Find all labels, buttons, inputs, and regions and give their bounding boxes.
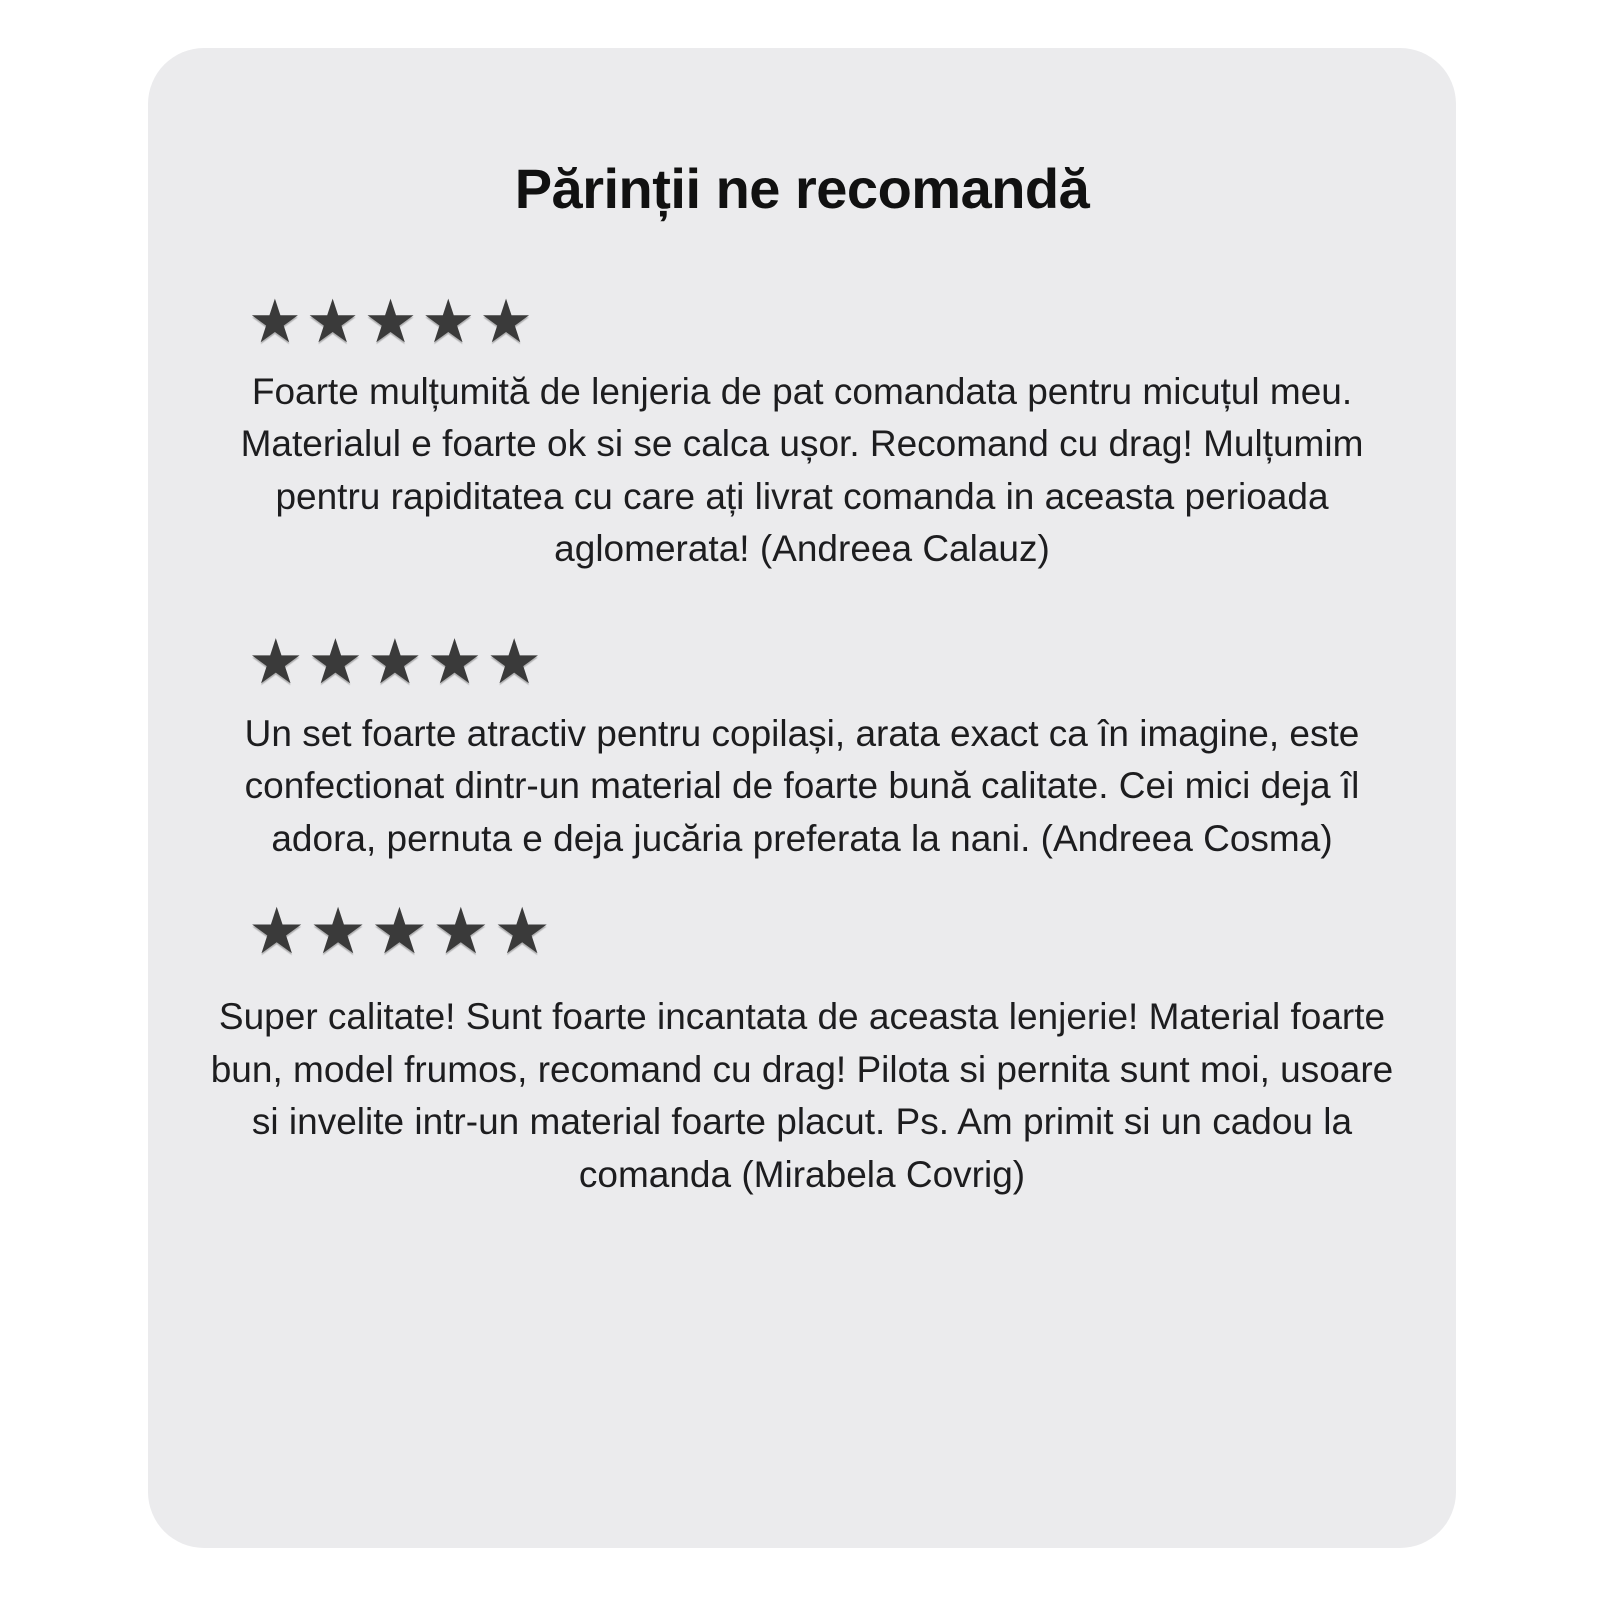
review-text: Foarte mulțumită de lenjeria de pat comandata pentru micuțul meu. Materialul e foarte ok si se calca ușor. Recomand cu drag! Mulțumim pentru rapiditatea cu care ați livrat comanda in aceasta perioada aglomerata! (Andreea Calauz) bbox=[240, 370, 1364, 570]
review-text: Un set foarte atractiv pentru copilași, arata exact ca în imagine, este confectionat dintr-un material de foarte bună calitate. Cei mici deja îl adora, pernuta e deja jucăria preferata la nani. (Andreea Cosma) bbox=[244, 712, 1360, 859]
list-item bbox=[196, 287, 1408, 576]
list-item bbox=[196, 627, 1408, 866]
testimonials-card bbox=[148, 48, 1456, 1548]
list-item bbox=[196, 895, 1408, 1201]
star-rating-icon: ★★★★★ bbox=[248, 627, 546, 697]
review-list bbox=[148, 287, 1456, 1202]
page-title: Părinții ne recomandă bbox=[514, 157, 1090, 220]
star-rating-icon: ★★★★★ bbox=[248, 287, 537, 355]
review-text: Super calitate! Sunt foarte incantata de aceasta lenjerie! Material foarte bun, model frumos, recomand cu drag! Pilota si pernita sunt moi, usoare si invelite intr-un material foarte placut. Ps. Am primit si un cadou la comanda (Mirabela Covrig) bbox=[210, 996, 1394, 1195]
star-rating-icon: ★★★★★ bbox=[248, 895, 555, 968]
